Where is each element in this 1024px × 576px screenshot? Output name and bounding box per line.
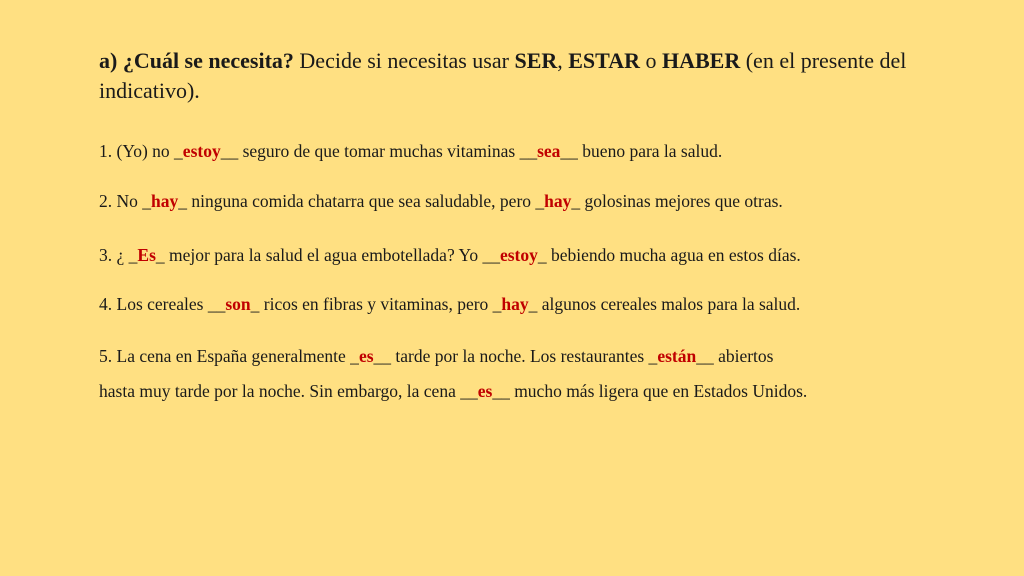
item-text: hasta muy tarde por la noche. Sin embargo, la cena __ [99,381,478,401]
title-text-2: (en el presente del indicativo). [99,48,907,103]
answer-word: es [358,346,374,366]
item-text: __ tarde por la noche. Los restaurantes _ [373,346,658,366]
item-text: __ bueno para la salud. [560,141,723,161]
exercise-title [99,46,939,106]
item-text: 2. No _ [99,191,152,211]
answer-word: sea [537,141,561,161]
answer-word: hay [501,294,529,314]
exercise-item-1 [99,134,979,169]
answer-word: es [477,381,493,401]
answer-word: están [657,346,697,366]
exercise-item-5-line-1 [99,339,979,374]
title-text-1: Decide si necesitas usar [293,48,515,73]
item-text: _ ricos en fibras y vitaminas, pero _ [250,294,502,314]
answer-word: estoy [499,245,538,265]
item-text: _ bebiendo mucha agua en estos días. [537,245,801,265]
item-text: __ mucho más ligera que en Estados Unidos. [492,381,808,401]
item-text: _ mejor para la salud el agua embotellada? Yo __ [155,245,500,265]
title-estar: ESTAR [568,48,640,73]
answer-word: hay [544,191,572,211]
item-text: 1. (Yo) no _ [99,141,183,161]
answer-word: hay [151,191,179,211]
item-text: _ algunos cereales malos para la salud. [528,294,801,314]
item-text: __ seguro de que tomar muchas vitaminas __ [220,141,538,161]
title-haber: HABER [661,48,741,73]
item-text: 5. La cena en España generalmente _ [99,346,359,366]
item-text: 3. ¿ _ [99,245,138,265]
title-prefix: a) ¿Cuál se necesita? [99,48,294,73]
answer-word: son [225,294,251,314]
exercise-item-2 [99,184,979,219]
item-text: __ abiertos [696,346,774,366]
title-ser: SER [514,48,558,73]
answer-word: Es [137,245,156,265]
item-text: _ golosinas mejores que otras. [571,191,783,211]
answer-word: estoy [182,141,221,161]
exercise-item-5-line-2 [99,374,979,409]
title-comma: , [557,48,569,73]
exercise-item-3 [99,238,979,273]
title-o: o [639,48,662,73]
item-text: 4. Los cereales __ [99,294,226,314]
item-text: _ ninguna comida chatarra que sea saludable, pero _ [178,191,545,211]
exercise-item-4 [99,287,979,322]
